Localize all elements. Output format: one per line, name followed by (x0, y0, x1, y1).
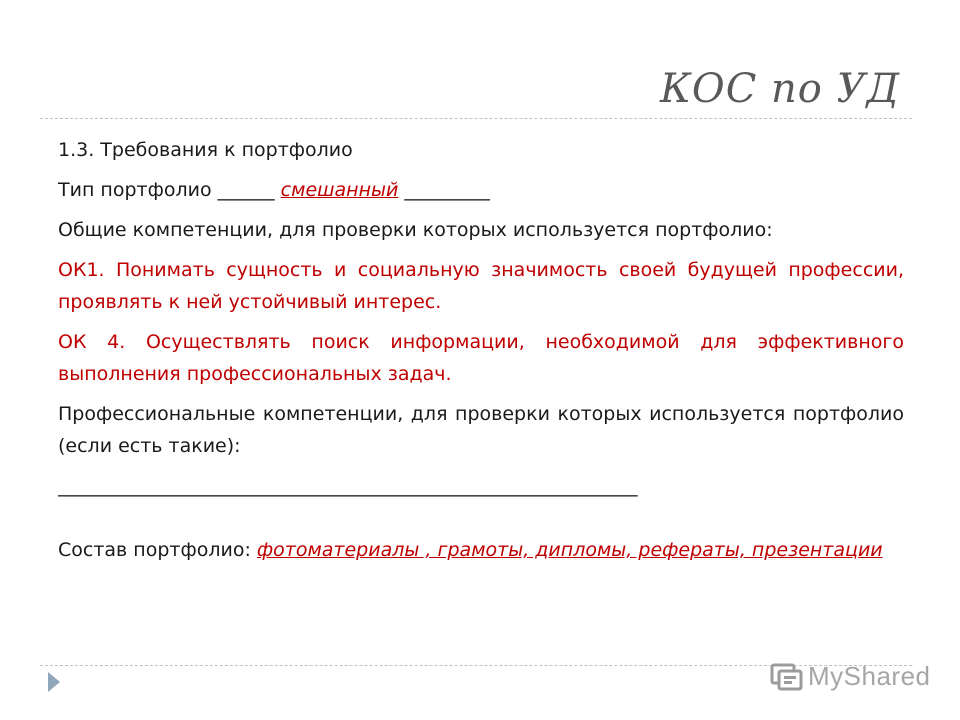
top-divider (40, 118, 912, 119)
slide-content (58, 134, 904, 574)
competency-ok1: ОК1. Понимать сущность и социальную значимость своей будущей профессии, проявлять к ней устойчивый интерес. (58, 259, 904, 313)
portfolio-type-suffix: _________ (404, 179, 490, 201)
blank-answer-line: _____________________________________________________________ (58, 475, 638, 497)
competency-ok4: ОК 4. Осуществлять поиск информации, необходимой для эффективного выполнения профессиональных задач. (58, 331, 904, 385)
professional-competencies-intro: Профессиональные компетенции, для проверки которых используется портфолио (если есть такие): (58, 403, 904, 457)
portfolio-type-prefix: Тип портфолио ______ (58, 179, 275, 201)
composition-label: Состав портфолио: (58, 539, 257, 561)
portfolio-type-value: смешанный (280, 179, 399, 201)
composition-value: фотоматериалы , грамоты, дипломы, рефераты, презентации (256, 539, 883, 561)
slide-title: КОС по УД (659, 66, 900, 112)
section-heading: 1.3. Требования к портфолио (58, 139, 353, 161)
logo-text: MyShared (808, 660, 931, 691)
general-competencies-intro: Общие компетенции, для проверки которых используется портфолио: (58, 219, 773, 241)
portfolio-type-line (58, 174, 904, 206)
triangle-right-icon[interactable] (48, 672, 60, 692)
portfolio-composition (58, 534, 904, 566)
myshared-logo-icon (770, 661, 804, 691)
myshared-logo (770, 656, 931, 696)
